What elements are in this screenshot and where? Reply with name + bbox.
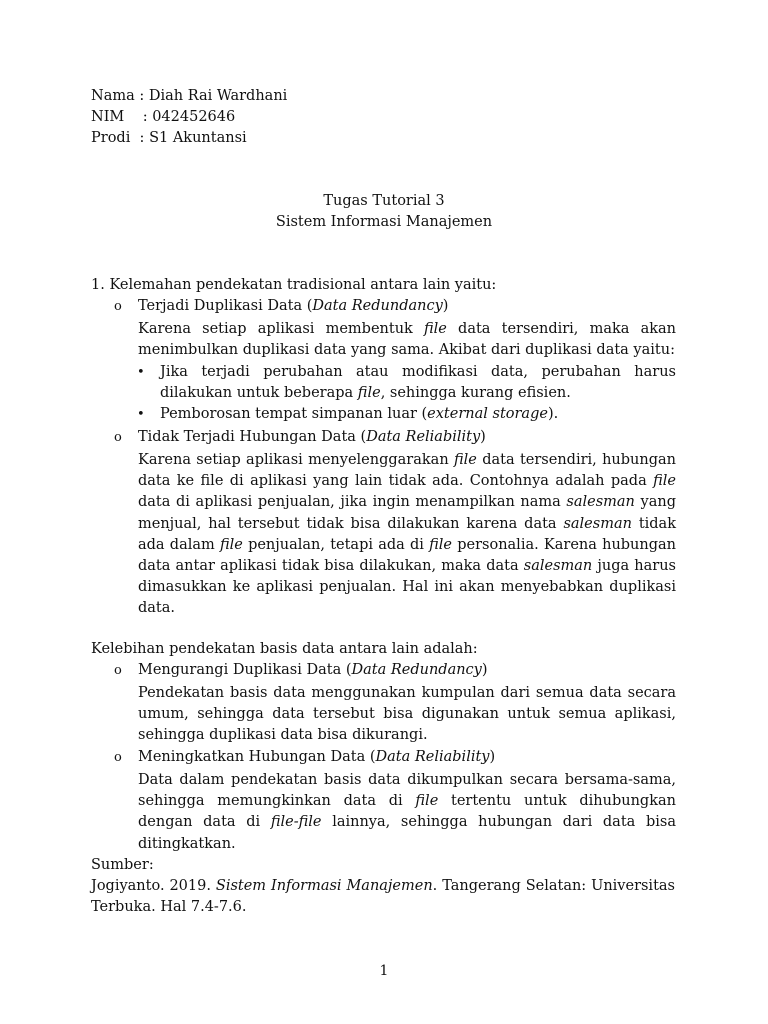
q2-item2-paragraph (138, 770, 676, 855)
q2-item2-label-end: ) (489, 749, 496, 765)
nim-value: 042452646 (152, 109, 236, 125)
q1-bullet2-end: ). (547, 406, 559, 422)
title-line-2: Sistem Informasi Manajemen (275, 214, 493, 230)
q1-item2-pa: Karena setiap aplikasi menyelenggarakan (138, 452, 454, 468)
q1-item2-pi: tidak ada dalam (138, 515, 676, 553)
q1-item2-pk: penjualan, tetapi ada di (242, 536, 430, 553)
source-a: Jogiyanto. 2019. (91, 878, 216, 894)
q1-item1-p1-end: data tersendiri, maka akan menimbulkan duplikasi data yang sama. Akibat dari duplikasi data yaitu: (138, 321, 676, 359)
q1-item1-paragraph (138, 319, 676, 361)
q1-item1-p1: Karena setiap aplikasi membentuk (138, 321, 424, 337)
title-line-1: Tugas Tutorial 3 (323, 193, 445, 209)
q1-item2-label-text: Tidak Terjadi Hubungan Data ( (138, 429, 367, 445)
header-nim (91, 107, 235, 128)
source-title: Sistem Informasi Manajemen (215, 878, 433, 894)
q2-item2-pd: file-file (270, 814, 322, 831)
q2-item2-label-text: Meningkatkan Hubungan Data ( (138, 749, 376, 765)
q2-item2-pa: Data dalam pendekatan basis data dikumpulkan secara bersama-sama, sehingga memungkinkan data di (138, 772, 676, 810)
source-citation (91, 876, 675, 918)
q1-item2-pg: yang menjual, hal tersebut tidak bisa dilakukan karena data (138, 494, 676, 532)
header-prodi (91, 128, 247, 149)
q1-bullet1-end: , sehingga kurang efisien. (380, 385, 571, 402)
q2-item1-label-em: Data Redundancy (351, 662, 482, 678)
q2-intro: Kelebihan pendekatan basis data antara lain adalah: (91, 641, 478, 657)
q1-item1-marker: o (114, 299, 122, 314)
q1-item2-po: juga harus dimasukkan ke aplikasi penjualan. Hal ini akan menyebabkan duplikasi data. (138, 558, 676, 617)
q2-item1-label-end: ) (481, 662, 488, 678)
q2-item2-label-em: Data Reliability (375, 749, 490, 765)
q1-item1-p1-em: file (424, 321, 447, 337)
q2-item2-label (138, 747, 495, 768)
q1-item2-paragraph (138, 450, 676, 620)
q2-item2-pe: lainnya, sehingga hubungan dari data bisa ditingkatkan. (138, 814, 676, 852)
q1-item2-label-em: Data Reliability (366, 429, 481, 445)
q1-item2-label (138, 427, 486, 448)
q2-item1-label (138, 660, 488, 681)
nim-label: NIM : (91, 109, 153, 125)
source-c: . Tangerang Selatan: Universitas Terbuka. Hal 7.4-7.6. (91, 878, 675, 916)
q1-item2-pc: data tersendiri, hubungan data ke file di aplikasi yang lain tidak ada. Contohnya adalah pada (138, 452, 676, 490)
q1-item2-label-end: ) (480, 429, 486, 445)
prodi-label: Prodi : (91, 130, 150, 146)
q1-item1-label-em: Data Redundancy (312, 298, 443, 314)
nama-label: Nama : (91, 88, 149, 104)
header-nama (91, 86, 287, 107)
q1-bullet1-em: file (357, 385, 381, 402)
q1-item2-pd: file (653, 473, 676, 490)
q1-item2-ph: salesman (563, 515, 632, 532)
q1-item2-pm: personalia. Karena hubungan data antar aplikasi tidak bisa dilakukan, maka data (138, 536, 677, 575)
q1-bullet2-text: Pemborosan tempat simpanan luar ( (160, 406, 428, 422)
q2-item1-paragraph: Pendekatan basis data menggunakan kumpulan dari semua data secara umum, sehingga data tersebut bisa digunakan untuk semua aplikasi, sehingga duplikasi data bisa dikurangi. (138, 685, 676, 744)
q1-bullet1 (160, 362, 676, 404)
q1-item1-label-text: Terjadi Duplikasi Data ( (138, 298, 313, 314)
q1-intro: 1. Kelemahan pendekatan tradisional antara lain yaitu: (91, 277, 497, 293)
q2-item2-pb: file (415, 793, 439, 810)
q1-item2-marker: o (114, 430, 122, 445)
q2-item1-marker: o (114, 663, 122, 678)
q2-item2-marker: o (114, 750, 122, 765)
q1-bullet1-marker: • (137, 365, 145, 380)
q1-item2-pj: file (219, 536, 243, 553)
q1-item2-pb: file (454, 452, 477, 468)
q2-item2-pc: tertentu untuk dihubungkan dengan data di (138, 793, 676, 831)
q1-item2-pn: salesman (523, 558, 593, 575)
q2-item1-label-text: Mengurangi Duplikasi Data ( (138, 662, 352, 678)
q1-item2-pf: salesman (566, 494, 635, 511)
q1-item1-label (138, 296, 448, 317)
prodi-value: S1 Akuntansi (149, 130, 247, 146)
q1-item1-label-end: ) (442, 298, 449, 314)
q1-bullet1-text: Jika terjadi perubahan atau modifikasi data, perubahan harus dilakukan untuk beberapa (160, 364, 676, 402)
nama-value: Diah Rai Wardhani (148, 88, 288, 104)
page-number: 1 (379, 963, 389, 979)
q1-bullet2-em: external storage (427, 406, 548, 422)
q1-item2-pl: file (429, 536, 453, 553)
source-heading: Sumber: (91, 857, 154, 873)
q1-bullet2 (160, 404, 558, 425)
q1-bullet2-marker: • (137, 407, 145, 422)
q1-item2-pe: data di aplikasi penjualan, jika ingin menampilkan nama (138, 494, 567, 511)
